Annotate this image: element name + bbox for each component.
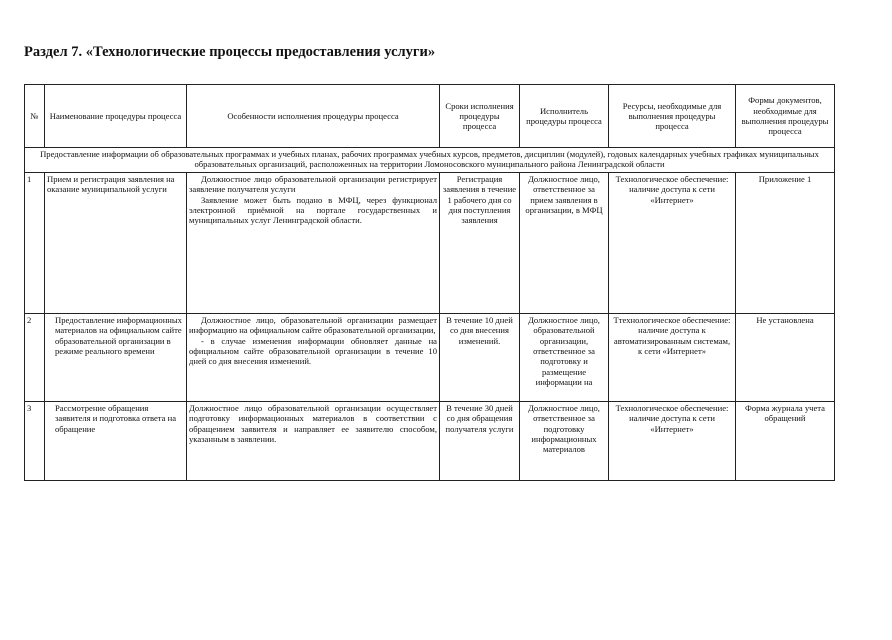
row-forms: Приложение 1 — [736, 173, 835, 314]
header-resources: Ресурсы, необходимые для выполнения процедуры процесса — [609, 85, 736, 148]
row-features — [187, 314, 440, 402]
row-num: 3 — [25, 402, 45, 481]
row-executor: Должностное лицо, ответственное за подготовку информационных материалов — [520, 402, 609, 481]
row-name: Прием и регистрация заявления на оказание муниципальной услуги — [45, 173, 187, 314]
header-forms: Формы документов, необходимые для выполнения процедуры процесса — [736, 85, 835, 148]
header-features: Особенности исполнения процедуры процесса — [187, 85, 440, 148]
row-forms: Не установлена — [736, 314, 835, 402]
row-features-paragraph: Должностное лицо, образовательной организации размещает информацию на официальном сайте образовательной организации, — [189, 315, 437, 336]
info-row-text: Предоставление информации об образовательных программах и учебных планах, рабочих программах учебных курсов, предметов, дисциплин (модулей), годовых календарных учебных графиках муниципальных образовательных организаций, расположенных на территории Ломоносовского муниципального района Ленинградской области — [25, 148, 835, 173]
row-executor: Должностное лицо, образовательной организации, ответственное за подготовку и размещение информации на — [520, 314, 609, 402]
row-features-paragraph: Заявление может быть подано в МФЦ, через функционал электронной приёмной на портале государственных и муниципальных услуг Ленинградской области. — [189, 194, 437, 226]
row-terms: Регистрация заявления в течение 1 рабочего дня со дня поступления заявления — [440, 173, 520, 314]
row-forms: Форма журнала учета обращений — [736, 402, 835, 481]
row-executor: Должностное лицо, ответственное за прием заявления в организации, в МФЦ — [520, 173, 609, 314]
page-title: Раздел 7. «Технологические процессы предоставления услуги» — [24, 44, 436, 60]
row-features-paragraph: Должностное лицо образовательной организации осуществляет подготовку информационных материалов в соответствии с обращением заявителя и направляет ее заявителю способом, указанным в заявлении. — [189, 403, 437, 444]
row-features-paragraph: Должностное лицо образовательной организации регистрирует заявление получателя услуги — [189, 174, 437, 195]
table-row — [25, 173, 835, 314]
row-resources: Технологическое обеспечение: наличие доступа к сети «Интернет» — [609, 173, 736, 314]
row-resources: Технологическое обеспечение: наличие доступа к сети «Интернет» — [609, 402, 736, 481]
row-terms: В течение 10 дней со дня внесения изменений. — [440, 314, 520, 402]
table-row — [25, 402, 835, 481]
row-num: 1 — [25, 173, 45, 314]
header-name: Наименование процедуры процесса — [45, 85, 187, 148]
row-features-paragraph: - в случае изменения информации обновляет данные на официальном сайте образовательной организации в течение 10 дней со дня внесения изменений. — [189, 335, 437, 367]
info-row — [25, 148, 835, 173]
header-executor: Исполнитель процедуры процесса — [520, 85, 609, 148]
header-num: № — [25, 85, 45, 148]
header-terms: Сроки исполнения процедуры процесса — [440, 85, 520, 148]
row-terms: В течение 30 дней со дня обращения получателя услуги — [440, 402, 520, 481]
row-name: Рассмотрение обращения заявителя и подготовка ответа на обращение — [45, 402, 187, 481]
table-row — [25, 314, 835, 402]
row-name: Предоставление информационных материалов на официальном сайте образовательной организации в режиме реального времени — [45, 314, 187, 402]
row-features — [187, 173, 440, 314]
process-table — [24, 84, 835, 481]
row-resources: Ттехнологическое обеспечение: наличие доступа к автоматизированным системам, к сети «Интернет» — [609, 314, 736, 402]
row-num: 2 — [25, 314, 45, 402]
header-row — [25, 85, 835, 148]
row-features — [187, 402, 440, 481]
